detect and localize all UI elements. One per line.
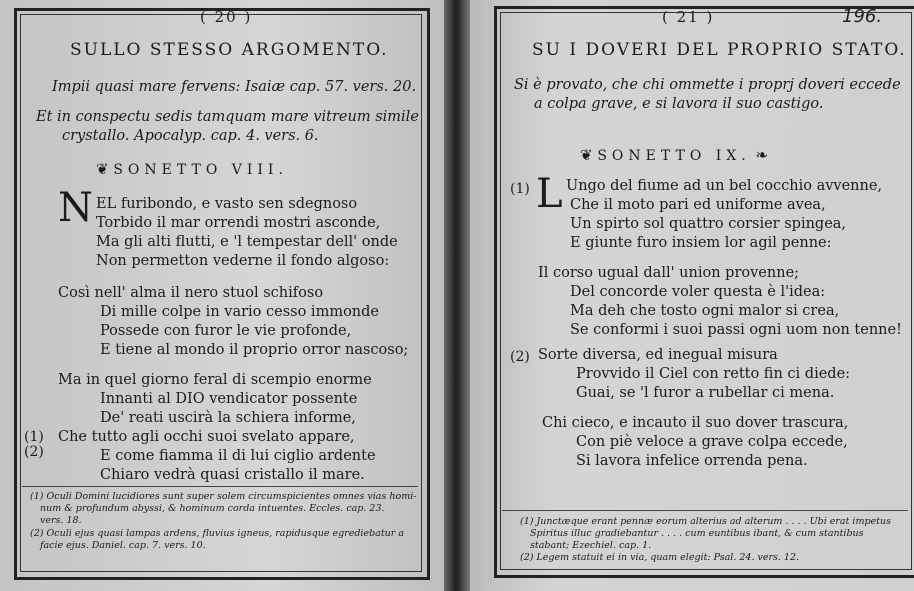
footnote-divider	[502, 510, 908, 511]
footnote-line: num & profundum abyssi, & hominum corda intuentes. Eccles. cap. 23.	[40, 503, 385, 514]
footnote-marker: (2)	[510, 349, 530, 365]
fleuron-ornament-icon: ❦	[96, 160, 114, 178]
footnote-marker: (2)	[24, 444, 44, 460]
footnote-line: (1) Junctæque erant pennæ eorum alterius ad alterum . . . . Ubi erat impetus	[520, 516, 891, 527]
footnote-line: vers. 18.	[40, 515, 82, 526]
verse-line: Un spirto sol quattro corsier spingea,	[570, 216, 847, 232]
verse-line: E tiene al mondo il proprio orror nascoso;	[100, 342, 409, 358]
right-page	[462, 0, 914, 591]
verse-line: Ungo del fiume ad un bel cocchio avvenne,	[566, 178, 883, 194]
sonnet-number: SONETTO VIII.	[113, 162, 288, 178]
verse-line: Chi cieco, e incauto il suo dover trascura,	[542, 415, 849, 431]
epigraph-citation-2-line-2: crystallo. Apocalyp. cap. 4. vers. 6.	[62, 128, 319, 144]
drop-cap: L	[536, 171, 563, 217]
verse-line: Il corso ugual dall' union provenne;	[538, 265, 800, 281]
verse-line: Guai, se 'l furor a rubellar ci mena.	[576, 385, 835, 401]
epigraph-citation-2-line-1: Et in conspectu sedis tamquam mare vitreum simile	[36, 109, 419, 125]
drop-cap: N	[58, 185, 93, 231]
footnote-line: (1) Oculi Domini lucidiores sunt super solem circumspicientes omnes vias homi-	[30, 491, 417, 502]
verse-line: Sorte diversa, ed inegual misura	[538, 347, 778, 363]
verse-line: Che il moto pari ed uniforme avea,	[570, 197, 826, 213]
verse-line: E come fiamma il di lui ciglio ardente	[100, 448, 376, 464]
sonnet-number: SONETTO IX.	[597, 148, 751, 164]
verse-line: Chiaro vedrà quasi cristallo il mare.	[100, 467, 365, 483]
left-page	[0, 0, 452, 591]
epigraph-line-2: a colpa grave, e si lavora il suo castigo.	[534, 96, 824, 112]
verse-line: Del concorde voler questa è l'idea:	[570, 284, 826, 300]
verse-line: Se conformi i suoi passi ogni uom non tenne!	[570, 322, 902, 338]
verse-line: Ma gli alti flutti, e 'l tempestar dell' onde	[96, 234, 398, 250]
sonnet-heading	[580, 146, 768, 164]
epigraph-citation-1: Impii quasi mare fervens: Isaiæ cap. 57. vers. 20.	[52, 79, 417, 95]
verse-line: Che tutto agli occhi suoi svelato appare,	[58, 429, 355, 445]
fleuron-ornament-icon: ❦	[580, 146, 598, 164]
handwritten-folio-number: 196.	[842, 6, 883, 27]
footnote-line: (2) Oculi ejus quasi lampas ardens, fluvius igneus, rapidusque egrediebatur a	[30, 528, 404, 539]
verse-line: E giunte furo insiem lor agil penne:	[570, 235, 832, 251]
epigraph-line-1: Si è provato, che chi ommette i proprj doveri eccede	[514, 77, 901, 93]
footnote-marker: (1)	[510, 181, 530, 197]
verse-line: Non permetton vederne il fondo algoso:	[96, 253, 390, 269]
verse-line: Così nell' alma il nero stuol schifoso	[58, 285, 324, 301]
verse-line: Ma in quel giorno feral di scempio enorme	[58, 372, 372, 388]
verse-line: Torbido il mar orrendi mostri asconde,	[96, 215, 381, 231]
verse-line: Provvido il Ciel con retto fin ci diede:	[576, 366, 851, 382]
footnote-line: stabant; Ezechiel. cap. 1.	[530, 540, 652, 551]
verse-line: De' reati uscirà la schiera informe,	[100, 410, 356, 426]
fleuron-ornament-icon: ❧	[750, 146, 769, 164]
book-gutter	[444, 0, 470, 591]
sonnet-heading	[96, 160, 288, 178]
footnote-marker: (1)	[24, 429, 44, 445]
verse-line: EL furibondo, e vasto sen sdegnoso	[96, 196, 358, 212]
poem-title: SULLO STESSO ARGOMENTO.	[70, 40, 389, 60]
footnote-divider	[22, 486, 418, 487]
verse-line: Innanti al DIO vendicator possente	[100, 391, 358, 407]
footnote-line: Spiritus illuc gradiebantur . . . . cum euntibus ibant, & cum stantibus	[530, 528, 864, 539]
verse-line: Di mille colpe in vario cesso immonde	[100, 304, 380, 320]
poem-title: SU I DOVERI DEL PROPRIO STATO.	[532, 40, 907, 60]
verse-line: Si lavora infelice orrenda pena.	[576, 453, 808, 469]
page-number: ( 20 )	[200, 8, 253, 26]
page-number: ( 21 )	[662, 8, 715, 26]
verse-line: Con piè veloce a grave colpa eccede,	[576, 434, 848, 450]
footnote-line: facie ejus. Daniel. cap. 7. vers. 10.	[40, 540, 206, 551]
footnote-line: (2) Legem statuit ei in via, quam elegit: Psal. 24. vers. 12.	[520, 552, 800, 563]
verse-line: Possede con furor le vie profonde,	[100, 323, 352, 339]
verse-line: Ma deh che tosto ogni malor si crea,	[570, 303, 840, 319]
